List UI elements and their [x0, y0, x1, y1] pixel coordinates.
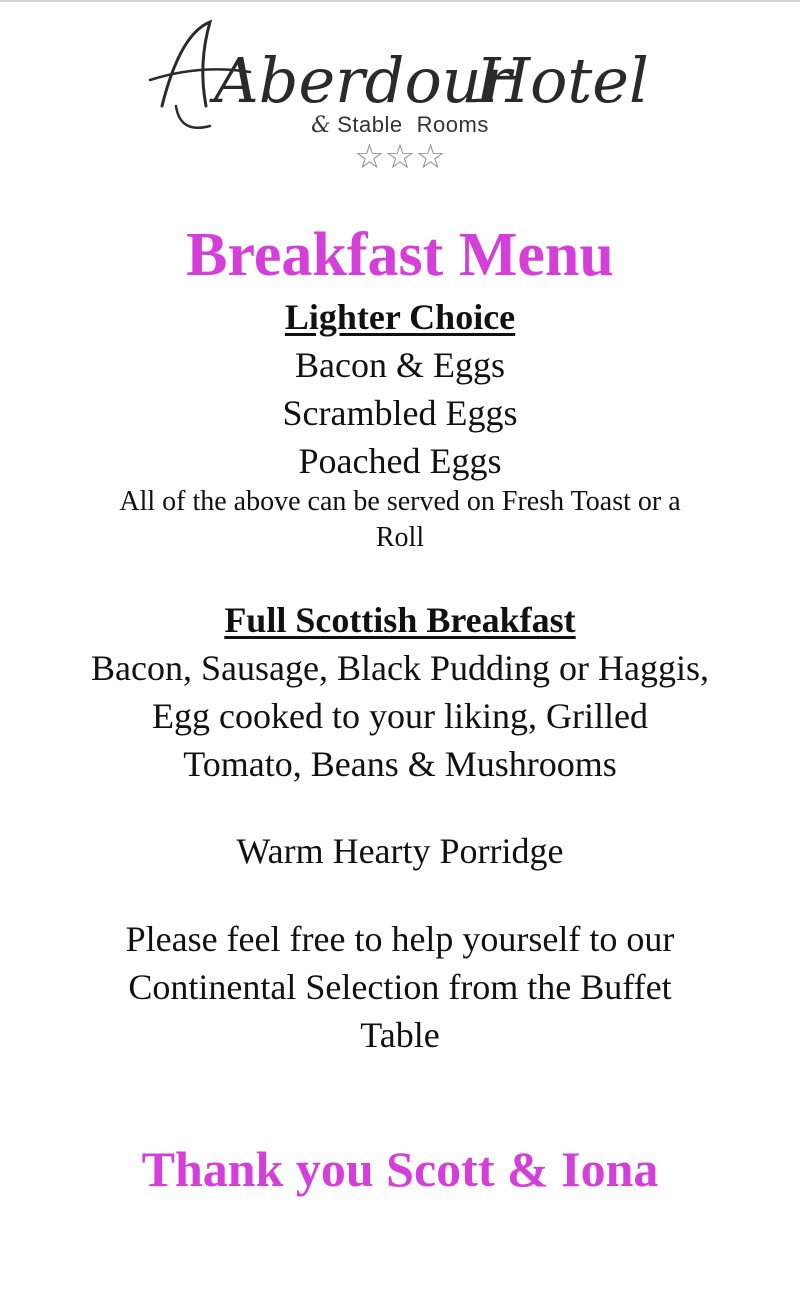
logo-name-part2: Hotel	[476, 44, 649, 117]
continental-line: Continental Selection from the Buffet	[128, 967, 672, 1007]
star-rating-icon: ☆☆☆	[354, 137, 446, 177]
logo-ampersand: &	[311, 113, 332, 138]
continental-line: Please feel free to help yourself to our	[125, 919, 675, 959]
menu-item: Poached Eggs	[298, 441, 502, 481]
porridge-item: Warm Hearty Porridge	[236, 831, 564, 871]
hotel-logo	[0, 14, 800, 184]
menu-item: Scrambled Eggs	[282, 393, 518, 433]
full-breakfast-line: Egg cooked to your liking, Grilled	[152, 696, 648, 736]
thank-you-signoff: Thank you Scott & Iona	[141, 1141, 659, 1197]
top-border	[0, 0, 800, 2]
lighter-note-line1: All of the above can be served on Fresh Toast or a	[119, 486, 681, 517]
full-breakfast-line: Bacon, Sausage, Black Pudding or Haggis,	[91, 648, 709, 688]
logo-subtitle	[0, 112, 800, 138]
menu-item: Bacon & Eggs	[295, 345, 505, 385]
full-breakfast-line: Tomato, Beans & Mushrooms	[183, 744, 617, 784]
logo-name-part1: Aberdour	[214, 44, 512, 117]
logo-sub-word2: Rooms	[416, 112, 489, 137]
menu-title: Breakfast Menu	[186, 221, 614, 289]
full-scottish-heading: Full Scottish Breakfast	[224, 600, 576, 640]
logo-sub-word1: Stable	[337, 112, 403, 137]
continental-line: Table	[360, 1015, 440, 1055]
lighter-note-line2: Roll	[375, 522, 425, 553]
lighter-choice-heading: Lighter Choice	[284, 297, 516, 337]
